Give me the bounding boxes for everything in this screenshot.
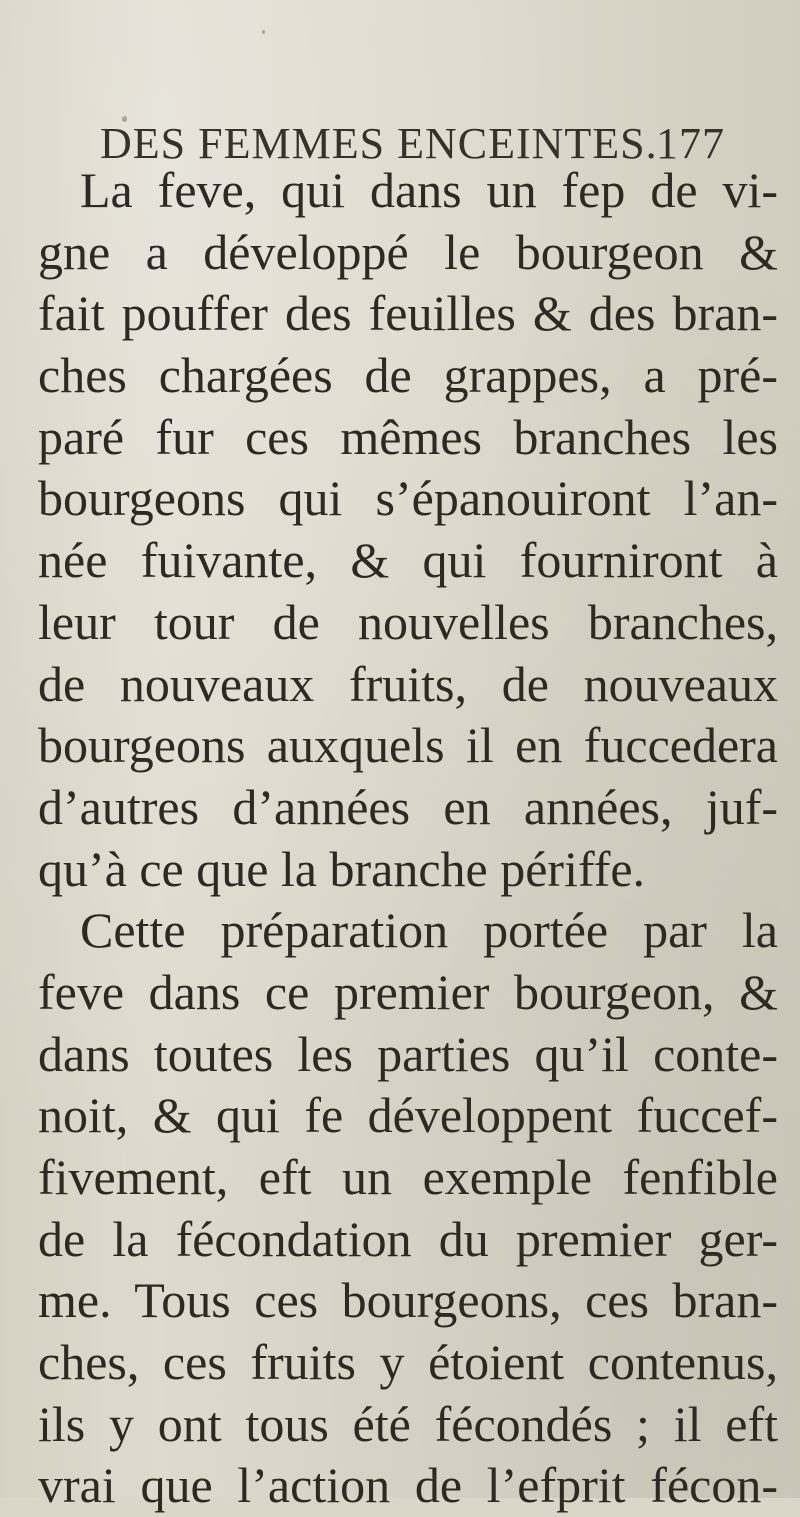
text-line: ils y ont tous été fécondés ; il eft [38, 1395, 778, 1452]
text-line: vrai que l’action de l’efprit fécon- [38, 1457, 778, 1514]
text-line: bourgeons auxquels il en fuccedera [38, 717, 778, 774]
text-line: née fuivante, & qui fourniront à [38, 532, 778, 589]
text-line: de nouveaux fruits, de nouveaux [38, 655, 778, 712]
text-line: me. Tous ces bourgeons, ces bran- [38, 1272, 778, 1329]
text-line: gne a développé le bourgeon & [38, 223, 778, 280]
body-text [38, 160, 778, 1517]
text-line: de la fécondation du premier ger- [38, 1210, 778, 1267]
text-line: fivement, eft un exemple fenfible [38, 1149, 778, 1205]
running-head-title: DES FEMMES ENCEINTES. [100, 119, 658, 168]
ink-spot [262, 30, 265, 34]
text-line: paré fur ces mêmes branches les [38, 408, 778, 465]
text-line: ches chargées de grappes, a pré- [38, 347, 778, 404]
text-line: La feve, qui dans un fep de vi- [80, 162, 778, 218]
text-line: fait pouffer des feuilles & des bran- [38, 285, 778, 342]
text-line: noit, & qui fe développent fuccef- [38, 1087, 778, 1144]
text-line: bourgeons qui s’épanouiront l’an- [38, 470, 778, 527]
text-line: qu’à ce que la branche périffe. [38, 840, 646, 897]
text-line: dans toutes les parties qu’il conte- [38, 1025, 778, 1082]
text-line: leur tour de nouvelles branches, [38, 593, 778, 650]
text-line: Cette préparation portée par la [80, 902, 778, 959]
text-line: feve dans ce premier bourgeon, & [38, 963, 778, 1020]
page-number: 177 [656, 119, 725, 168]
text-line: d’autres d’années en années, juf- [38, 778, 778, 835]
text-line: ches, ces fruits y étoient contenus, [38, 1334, 778, 1391]
